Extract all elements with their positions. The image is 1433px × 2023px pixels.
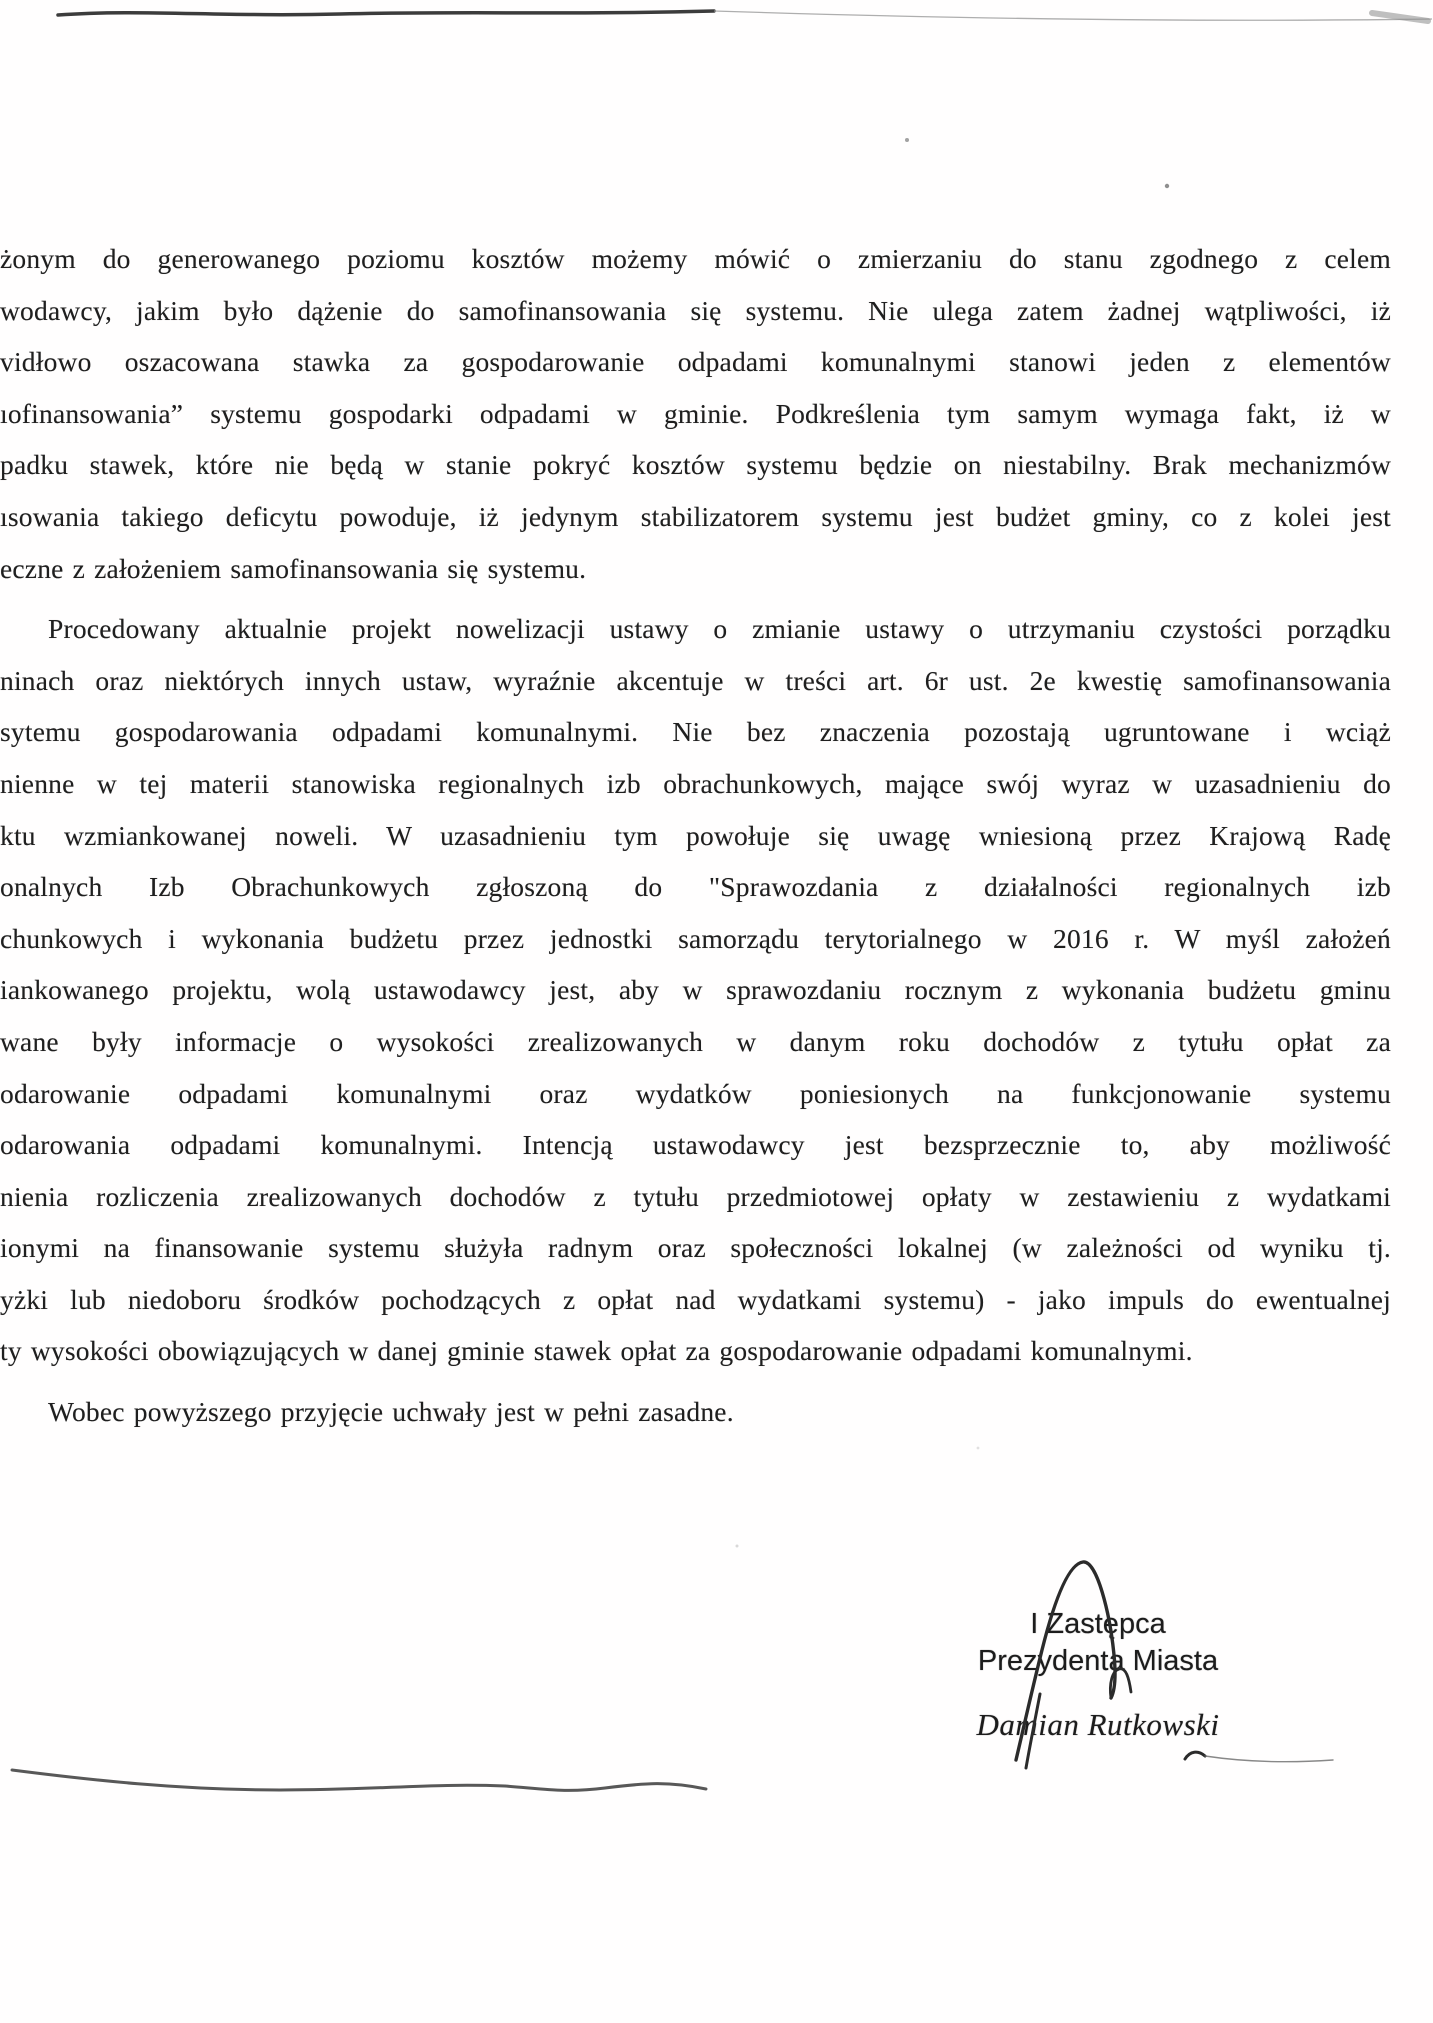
text-line: eczne z założeniem samofinansowania się systemu. <box>0 552 587 584</box>
signature-block <box>933 1607 1263 1742</box>
signature-name: Damian Rutkowski <box>976 1707 1220 1742</box>
text-line: onalnych Izb Obrachunkowych zgłoszoną do "Sprawozdania z działalności regionalnych izb <box>0 871 1391 903</box>
text-line: odarowanie odpadami komunalnymi oraz wydatków poniesionych na funkcjonowanie systemu <box>0 1077 1391 1109</box>
text-line: odarowania odpadami komunalnymi. Intencją ustawodawcy jest bezsprzecznie to, aby możliwość <box>0 1129 1391 1161</box>
signature-flourish-line <box>1205 1756 1333 1762</box>
scan-artifact-bottom-line <box>12 1770 706 1790</box>
text-line: vidłowo oszacowana stawka za gospodarowanie odpadami komunalnymi stanowi jeden z elementów <box>0 346 1391 378</box>
scan-artifact-corner-smudge <box>1372 13 1428 21</box>
ink-speck <box>1165 184 1169 188</box>
text-line: ıofinansowania” systemu gospodarki odpadami w gminie. Podkreślenia tym samym wymaga fakt, iż w <box>0 397 1391 429</box>
text-line: ktu wzmiankowanej noweli. W uzasadnieniu tym powołuje się uwagę wniesioną przez Krajową Radę <box>0 819 1391 851</box>
text-line: ninach oraz niektórych innych ustaw, wyraźnie akcentuje w treści art. 6r ust. 2e kwestię samofinansowania <box>0 664 1391 696</box>
scan-artifact-top-line-faint <box>714 11 1432 20</box>
text-line: nienia rozliczenia zrealizowanych dochodów z tytułu przedmiotowej opłaty w zestawieniu z wydatkami <box>0 1180 1391 1212</box>
ink-speck <box>736 1545 739 1548</box>
text-line: wane były informacje o wysokości zrealizowanych w danym roku dochodów z tytułu opłat za <box>0 1025 1391 1057</box>
text-line: wodawcy, jakim było dążenie do samofinansowania się systemu. Nie ulega zatem żadnej wątpliwości, iż <box>0 294 1391 326</box>
scan-artifact-top-line <box>58 11 714 15</box>
text-line: ty wysokości obowiązujących w danej gminie stawek opłat za gospodarowanie odpadami komunalnymi. <box>0 1335 1193 1367</box>
signature-flourish <box>1185 1752 1205 1759</box>
text-line: nienne w tej materii stanowiska regionalnych izb obrachunkowych, mające swój wyraz w uzasadnieniu do <box>0 767 1391 799</box>
document-text-block <box>0 233 1391 1438</box>
text-line: żonym do generowanego poziomu kosztów możemy mówić o zmierzaniu do stanu zgodnego z celem <box>0 243 1391 274</box>
text-line: ısowania takiego deficytu powoduje, iż jedynym stabilizatorem systemu jest budżet gminy, co z kolei jest <box>0 500 1391 532</box>
ink-speck <box>977 1447 980 1450</box>
signature-title-line2: Prezydenta Miasta <box>977 1645 1219 1677</box>
text-line: iankowanego projektu, wolą ustawodawcy jest, aby w sprawozdaniu rocznym z wykonania budżetu gminu <box>0 974 1391 1006</box>
text-line: padku stawek, które nie będą w stanie pokryć kosztów systemu będzie on niestabilny. Brak mechanizmów <box>0 449 1391 481</box>
ink-speck <box>905 138 909 142</box>
text-line: ionymi na finansowanie systemu służyła radnym oraz społeczności lokalnej (w zależności od wyniku tj. <box>0 1232 1391 1264</box>
text-line: Procedowany aktualnie projekt nowelizacji ustawy o zmianie ustawy o utrzymaniu czystości porządku <box>48 613 1391 645</box>
text-line: chunkowych i wykonania budżetu przez jednostki samorządu terytorialnego w 2016 r. W myśl założeń <box>0 922 1391 954</box>
text-line: Wobec powyższego przyjęcie uchwały jest w pełni zasadne. <box>48 1396 734 1428</box>
text-line: sytemu gospodarowania odpadami komunalnymi. Nie bez znaczenia pozostają ugruntowane i wciąż <box>0 716 1391 748</box>
text-line: yżki lub niedoboru środków pochodzących z opłat nad wydatkami systemu) - jako impuls do ewentualnej <box>0 1283 1391 1315</box>
signature-title-line1: I Zastępca <box>1030 1608 1166 1640</box>
